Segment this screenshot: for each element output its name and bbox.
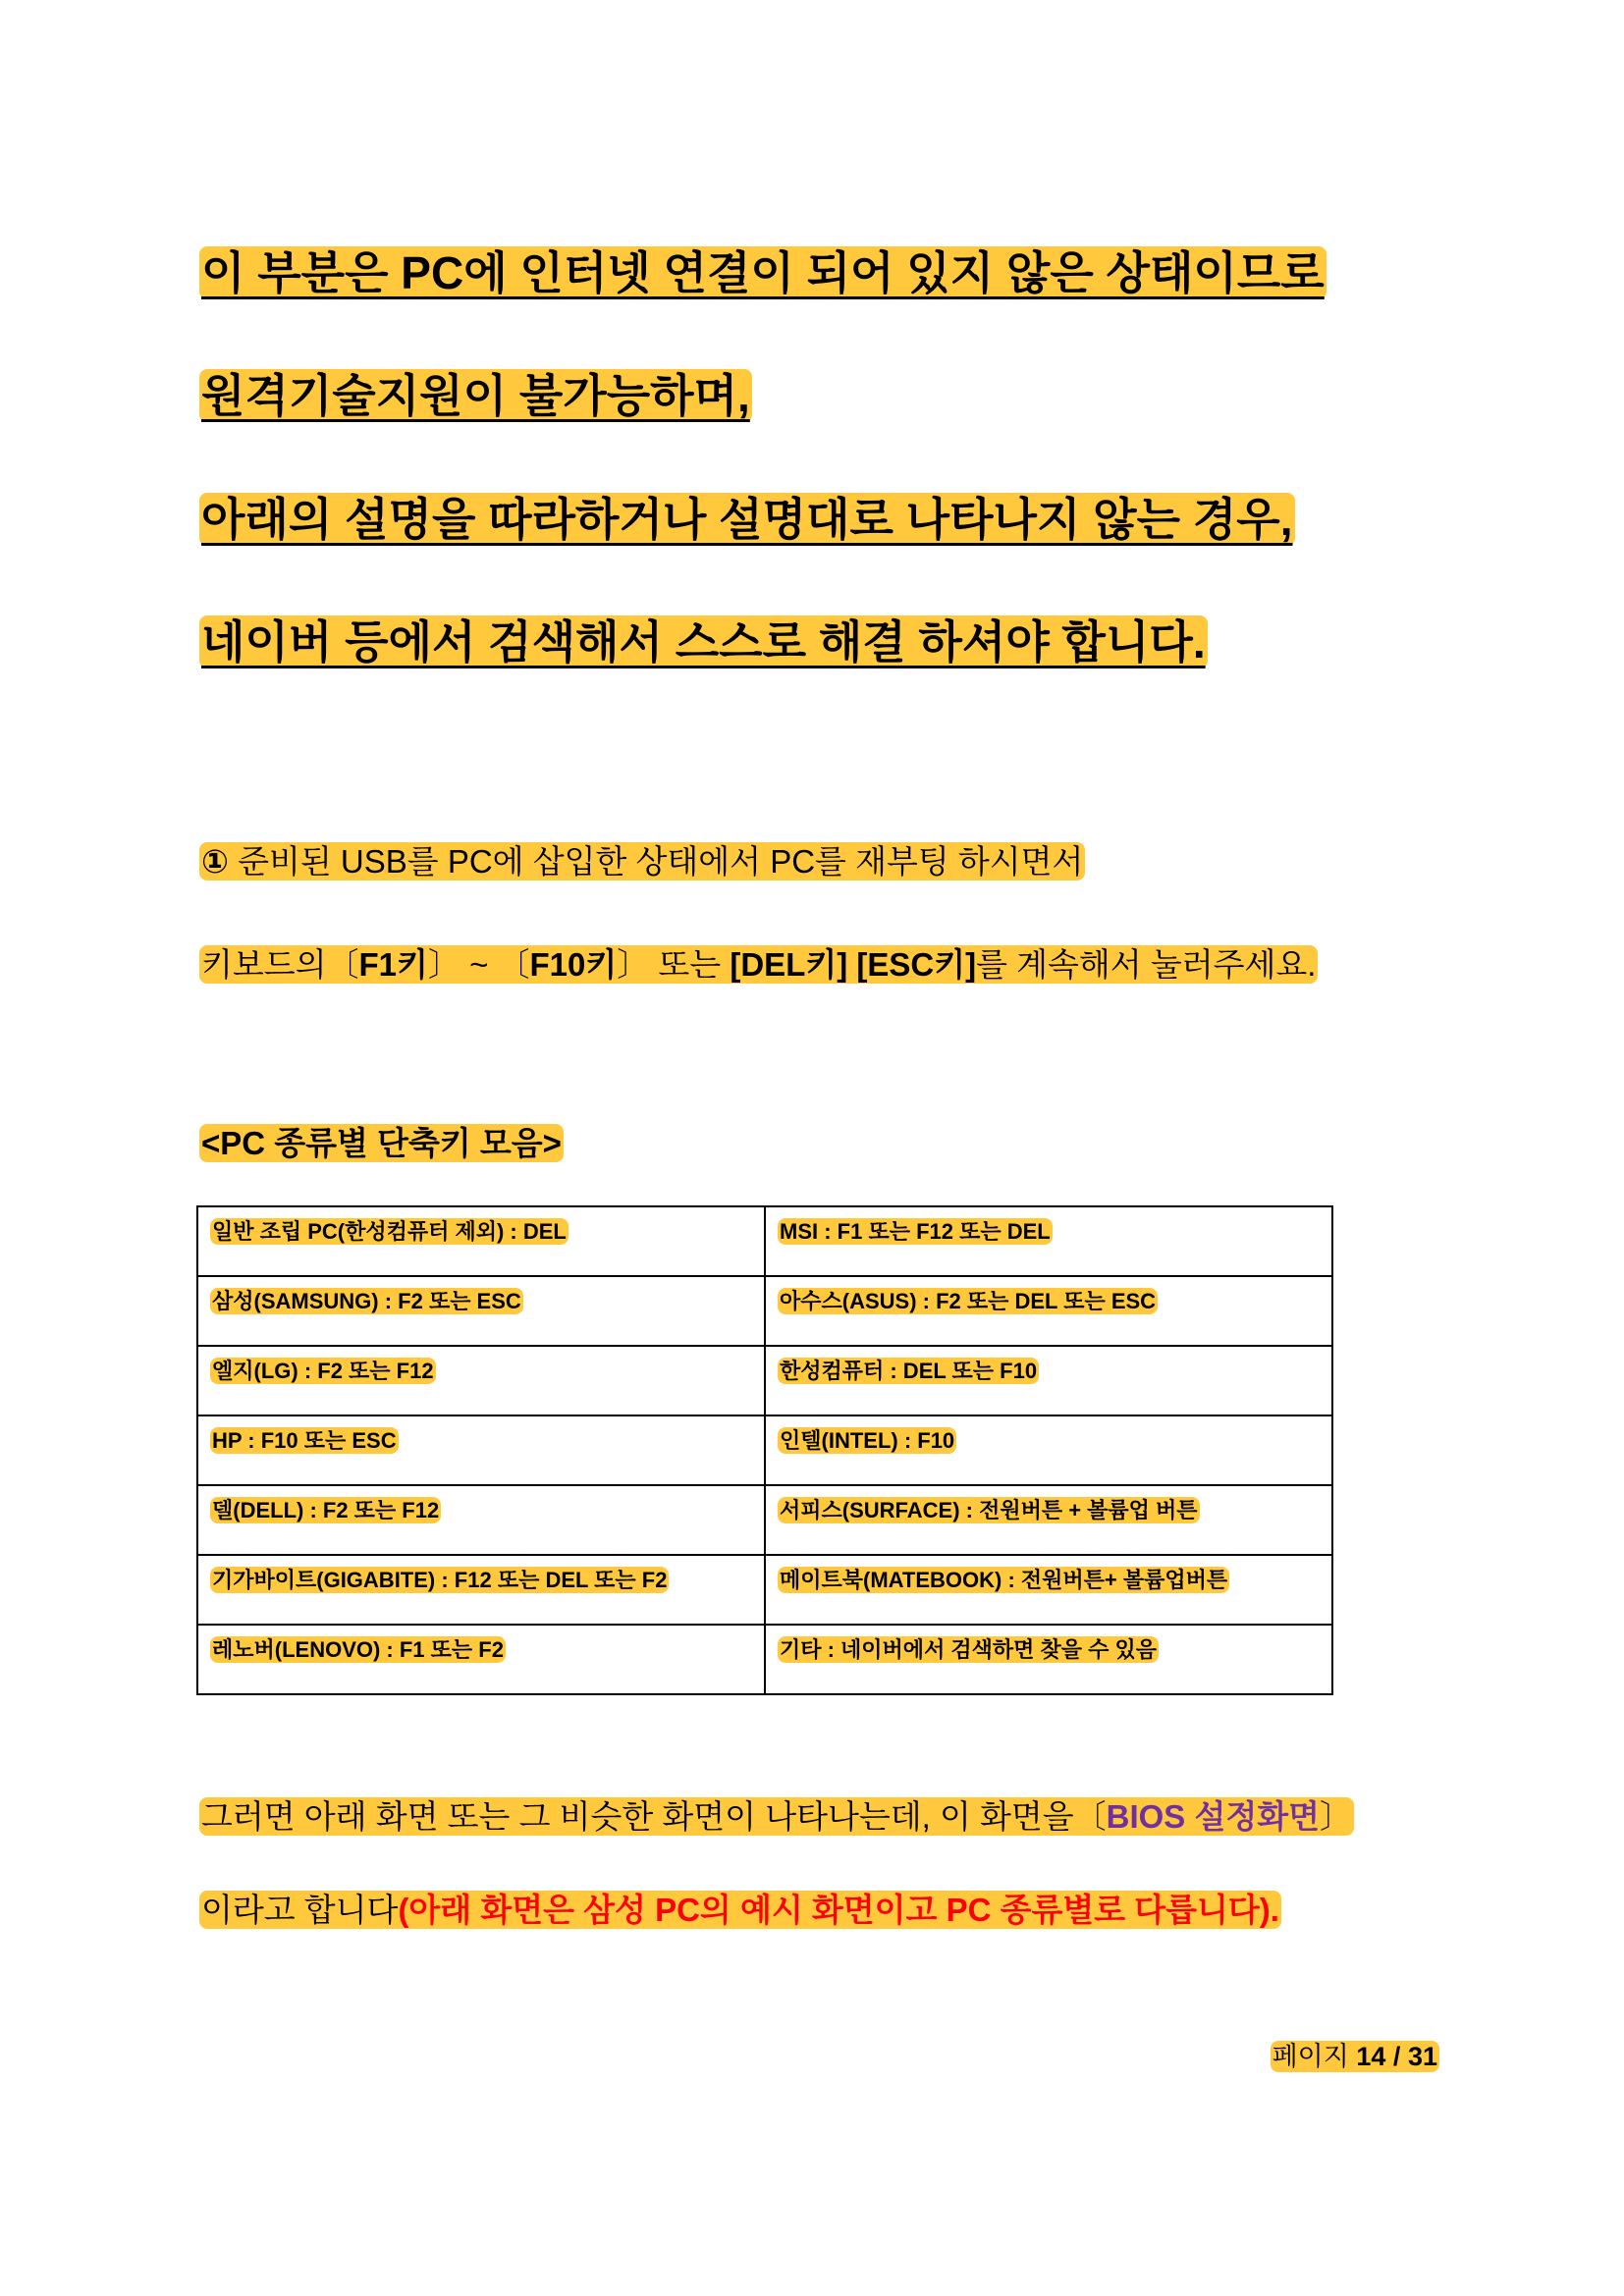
shortcut-cell xyxy=(765,1346,1332,1415)
shortcut-cell xyxy=(765,1555,1332,1625)
bios-note-warning: (아래 화면은 삼성 PC의 예시 화면이고 PC 종류별로 다릅니다). xyxy=(398,1892,1279,1928)
step1-suffix: 를 계속해서 눌러주세요. xyxy=(976,946,1317,983)
table-row xyxy=(197,1555,1332,1625)
shortcut-cell xyxy=(765,1485,1332,1555)
shortcut-text: 엘지(LG) : F2 또는 F12 xyxy=(212,1359,434,1383)
key-separator: 〕 또는 xyxy=(617,946,731,983)
shortcut-text: 기타 : 네이버에서 검색하면 찾을 수 있음 xyxy=(780,1637,1158,1662)
bios-note-prefix: 그러면 아래 화면 또는 그 비슷한 화면이 나타나는데, 이 화면을〔 xyxy=(201,1798,1107,1835)
key-del-esc: [DEL키] [ESC키] xyxy=(730,946,977,983)
notice-line-2 xyxy=(199,368,1476,423)
bios-note-line-1 xyxy=(199,1796,1505,1838)
shortcut-text: 델(DELL) : F2 또는 F12 xyxy=(212,1498,440,1522)
step-marker: ① xyxy=(201,843,229,880)
shortcut-cell xyxy=(197,1346,765,1415)
step1-highlight xyxy=(199,945,1318,984)
shortcut-cell xyxy=(765,1415,1332,1485)
table-title-text: <PC 종류별 단축키 모음> xyxy=(201,1125,562,1161)
shortcut-text: 일반 조립 PC(한성컴퓨터 제외) : DEL xyxy=(212,1219,567,1244)
shortcut-text: MSI : F1 또는 F12 또는 DEL xyxy=(780,1219,1051,1244)
bios-note-suffix: 〕 xyxy=(1320,1798,1353,1835)
page-label: 페이지 xyxy=(1272,2042,1349,2071)
shortcut-cell xyxy=(197,1555,765,1625)
page-number xyxy=(1271,2040,1439,2073)
shortcut-text: 서피스(SURFACE) : 전원버튼 + 볼륨업 버튼 xyxy=(780,1498,1198,1522)
bios-note-line-2 xyxy=(199,1890,1505,1931)
bios-screen-label: BIOS 설정화면 xyxy=(1106,1798,1321,1835)
notice-line-1 xyxy=(199,245,1476,300)
shortcut-text: 아수스(ASUS) : F2 또는 DEL 또는 ESC xyxy=(780,1289,1157,1313)
shortcut-cell xyxy=(765,1625,1332,1694)
step1-prefix: 키보드의〔 xyxy=(201,946,359,983)
shortcut-text: 한성컴퓨터 : DEL 또는 F10 xyxy=(780,1359,1038,1383)
step1-line-1 xyxy=(199,841,1505,882)
bios-note-prefix: 이라고 합니다 xyxy=(201,1892,399,1928)
shortcut-cell xyxy=(197,1485,765,1555)
step1-line-2 xyxy=(199,944,1505,986)
shortcut-cell xyxy=(765,1276,1332,1346)
table-title xyxy=(199,1123,1505,1164)
notice-line-3 xyxy=(199,492,1476,547)
notice-line-4 xyxy=(199,614,1476,669)
notice-text: 이 부분은 PC에 인터넷 연결이 되어 있지 않은 상태이므로 xyxy=(201,247,1325,298)
notice-text: 아래의 설명을 따라하거나 설명대로 나타나지 않는 경우, xyxy=(201,494,1293,545)
step1-highlight xyxy=(199,842,1085,881)
key-f1: F1키 xyxy=(358,946,428,983)
total-pages: 31 xyxy=(1407,2042,1437,2071)
shortcut-cell xyxy=(197,1625,765,1694)
shortcut-text: 삼성(SAMSUNG) : F2 또는 ESC xyxy=(212,1289,521,1313)
shortcut-text: 메이트북(MATEBOOK) : 전원버튼+ 볼륨업버튼 xyxy=(780,1568,1228,1592)
table-row xyxy=(197,1276,1332,1346)
shortcut-text: 인텔(INTEL) : F10 xyxy=(780,1428,955,1453)
bios-note-highlight xyxy=(199,1797,1354,1836)
table-row xyxy=(197,1206,1332,1276)
shortcut-cell xyxy=(765,1206,1332,1276)
key-separator: 〕 ~ 〔 xyxy=(427,946,530,983)
page-number-highlight xyxy=(1271,2041,1439,2072)
key-f10: F10키 xyxy=(529,946,618,983)
shortcut-text: 레노버(LENOVO) : F1 또는 F2 xyxy=(212,1637,504,1662)
table-row xyxy=(197,1346,1332,1415)
table-row xyxy=(197,1415,1332,1485)
bios-note-highlight xyxy=(199,1891,1281,1929)
table-row xyxy=(197,1485,1332,1555)
notice-text: 네이버 등에서 검색해서 스스로 해결 하셔야 합니다. xyxy=(201,616,1206,667)
notice-text: 원격기술지원이 불가능하며, xyxy=(201,370,750,421)
table-row xyxy=(197,1625,1332,1694)
shortcut-table xyxy=(196,1205,1333,1695)
shortcut-text: HP : F10 또는 ESC xyxy=(212,1428,397,1453)
shortcut-cell xyxy=(197,1415,765,1485)
shortcut-cell xyxy=(197,1206,765,1276)
shortcut-text: 기가바이트(GIGABITE) : F12 또는 DEL 또는 F2 xyxy=(212,1568,668,1592)
step1-text: 준비된 USB를 PC에 삽입한 상태에서 PC를 재부팅 하시면서 xyxy=(238,843,1084,880)
shortcut-cell xyxy=(197,1276,765,1346)
current-page: 14 xyxy=(1356,2042,1386,2071)
page-separator: / xyxy=(1392,2042,1401,2071)
